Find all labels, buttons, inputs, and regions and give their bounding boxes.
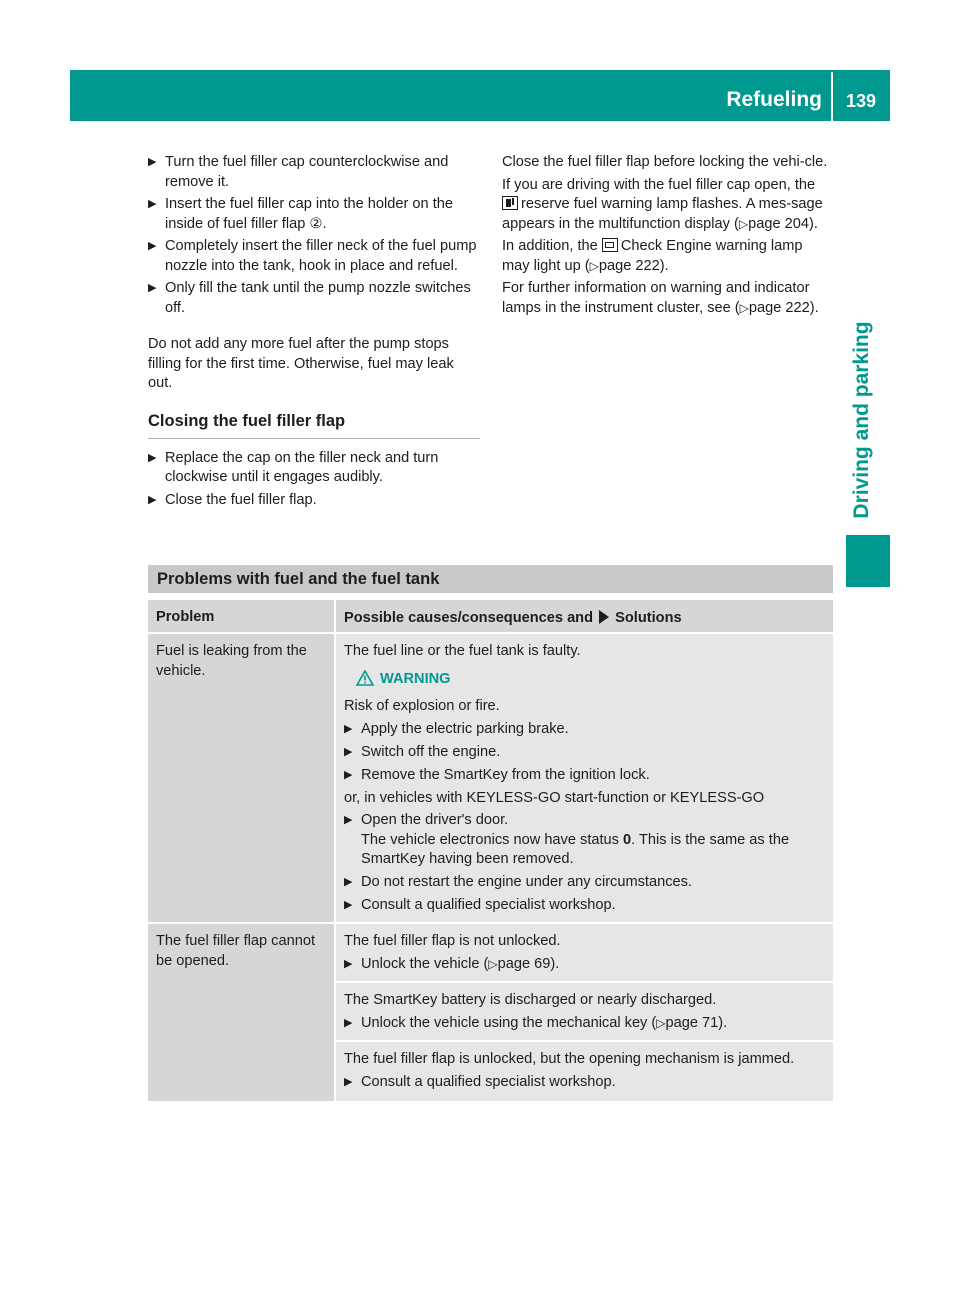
table-cell-solution: The fuel line or the fuel tank is faulty. WARNING Risk of explosion or fire. ▶ Apply the electric parking brake. ▶ Switch off the engine. ▶ Remove the SmartKey from the ignition lock. or, in vehicles with KEYLESS-GO start-function or KEYLESS-GO ▶ Open the driver's door. The vehicle electronics now have status 0. This is the same as the SmartKey having been removed. ▶ Do not restart the engine under any circumstances. ▶ Consult a qualified specialist workshop. <box>336 634 833 922</box>
header-divider <box>831 72 833 121</box>
paragraph: For further information on warning and indicator lamps in the instrument cluster, see (▷page 222). <box>502 280 819 316</box>
table-cell-problem: Fuel is leaking from the vehicle. <box>148 634 334 922</box>
page-ref-arrow-icon: ▷ <box>739 300 749 315</box>
list-item: ▶ Close the fuel filler flap. <box>148 491 480 511</box>
paragraph: Close the fuel filler flap before locking the vehi-cle. <box>502 154 828 170</box>
step-arrow-icon: ▶ <box>344 745 353 758</box>
list-item: ▶ Open the driver's door. The vehicle electronics now have status 0. This is the same as the SmartKey having been removed. <box>344 812 790 867</box>
step-arrow-icon: ▶ <box>344 1016 353 1029</box>
left-column <box>148 153 480 513</box>
step-arrow-icon: ▶ <box>344 876 353 888</box>
step-arrow-icon: ▶ <box>148 451 157 464</box>
step-arrow-icon: ▶ <box>344 722 353 735</box>
warning-label: WARNING <box>356 670 825 690</box>
list-item: ▶ Only fill the tank until the pump nozzle switches off. <box>148 280 471 316</box>
step-arrow-icon: ▶ <box>344 957 353 970</box>
paragraph: If you are driving with the fuel filler cap open, the reserve fuel warning lamp flashes. A mes-sage appears in the multifunction display (▷page 204). <box>502 176 823 232</box>
page-ref-arrow-icon: ▷ <box>738 216 749 231</box>
step-arrow-icon: ▶ <box>148 282 157 294</box>
page-ref-arrow-icon: ▷ <box>589 258 599 273</box>
list-item: ▶ Consult a qualified specialist workshop. <box>344 896 825 916</box>
page-ref-link[interactable]: page 222). <box>748 299 819 316</box>
list-item: ▶ Do not restart the engine under any circumstances. <box>344 873 825 893</box>
list-item: ▶ Consult a qualified specialist workshop. <box>344 1073 825 1093</box>
side-tab <box>822 300 902 540</box>
right-column <box>502 153 834 321</box>
step-arrow-icon: ▶ <box>148 240 157 252</box>
page-number: 139 <box>845 91 877 111</box>
step-arrow-icon: ▶ <box>344 814 353 826</box>
table-cell-solution: The SmartKey battery is discharged or nearly discharged. ▶ Unlock the vehicle using the mechanical key (▷page 71). <box>336 983 833 1040</box>
list-item: ▶ Unlock the vehicle (▷page 69). <box>344 955 825 975</box>
page-ref-link[interactable]: page 204). <box>748 215 818 232</box>
list-item: ▶ Unlock the vehicle using the mechanical key (▷page 71). <box>344 1014 825 1034</box>
paragraph: In addition, the Check Engine warning lamp may light up (▷page 222). <box>502 238 803 274</box>
list-item: ▶ Apply the electric parking brake. <box>344 720 825 740</box>
list-item: ▶ Replace the cap on the filler neck and turn clockwise until it engages audibly. <box>148 449 439 485</box>
list-item: ▶ Completely insert the filler neck of the fuel pump nozzle into the tank, hook in place and refuel. <box>148 238 477 274</box>
list-item: ▶ Switch off the engine. <box>344 743 825 763</box>
page-ref-link[interactable]: page 69). <box>497 955 560 972</box>
table-title: Problems with fuel and the fuel tank <box>157 570 440 588</box>
side-tab-label: Driving and parking <box>850 321 873 519</box>
table-cell-solution: The fuel filler flap is unlocked, but the opening mechanism is jammed. ▶ Consult a qualified specialist workshop. <box>336 1042 833 1101</box>
page-ref-arrow-icon: ▷ <box>488 956 498 971</box>
step-arrow-icon: ▶ <box>344 768 353 781</box>
list-item: ▶ Remove the SmartKey from the ignition lock. <box>344 766 825 786</box>
step-arrow-icon: ▶ <box>148 156 157 168</box>
step-arrow-icon: ▶ <box>344 1075 353 1088</box>
page-title: Refueling <box>726 88 822 111</box>
step-arrow-icon: ▶ <box>344 899 353 911</box>
fuel-pump-icon <box>502 196 518 210</box>
list-item: ▶ Insert the fuel filler cap into the holder on the inside of fuel filler flap ②. <box>148 196 453 232</box>
page-ref-link[interactable]: page 222). <box>598 257 669 274</box>
section-heading: Closing the fuel filler flap <box>148 410 480 439</box>
solution-arrow-icon <box>599 610 609 624</box>
column-header-solutions: Possible causes/consequences and Solutions <box>336 600 833 632</box>
step-arrow-icon: ▶ <box>148 493 157 506</box>
table-cell-solution: The fuel filler flap is not unlocked. ▶ Unlock the vehicle (▷page 69). <box>336 924 833 981</box>
warning-triangle-icon <box>356 670 374 686</box>
page-ref-link[interactable]: page 71). <box>665 1014 728 1031</box>
list-item: ▶ Turn the fuel filler cap counterclockwise and remove it. <box>148 154 449 190</box>
step-arrow-icon: ▶ <box>148 198 157 210</box>
page-ref-arrow-icon: ▷ <box>656 1015 666 1030</box>
note-text: Do not add any more fuel after the pump stops filling for the first time. Otherwise, fuel may leak out. <box>148 336 454 391</box>
column-header-problem: Problem <box>148 600 334 632</box>
check-engine-icon <box>602 238 618 252</box>
side-tab-marker <box>846 535 890 587</box>
table-cell-problem: The fuel filler flap cannot be opened. <box>148 924 334 1101</box>
